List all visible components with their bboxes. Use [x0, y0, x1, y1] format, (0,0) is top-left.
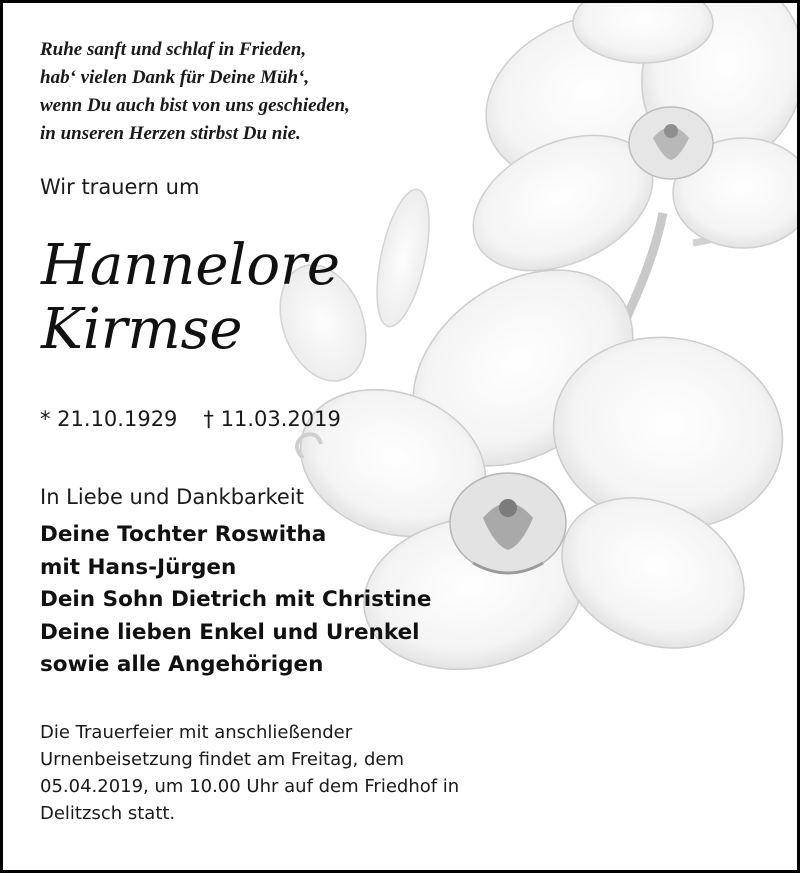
deceased-first-name: Hannelore — [41, 233, 341, 298]
mourner-line: Dein Sohn Dietrich mit Christine — [40, 587, 432, 612]
funeral-line: Die Trauerfeier mit anschließender — [40, 722, 353, 743]
funeral-line: Urnenbeisetzung findet am Freitag, dem — [40, 749, 404, 770]
poem-line: Ruhe sanft und schlaf in Frieden, — [40, 39, 307, 60]
deceased-name — [41, 234, 340, 362]
mourner-line: mit Hans-Jürgen — [40, 554, 237, 580]
funeral-line: 05.04.2019, um 10.00 Uhr auf dem Friedhof in — [40, 776, 460, 797]
deceased-last-name: Kirmse — [41, 297, 243, 362]
funeral-notice — [40, 719, 560, 827]
mourners-list — [40, 519, 431, 682]
mourner-line: sowie alle Angehörigen — [40, 652, 324, 677]
poem-line: wenn Du auch bist von uns geschieden, — [40, 95, 350, 116]
birth-date: * 21.10.1929 — [40, 407, 178, 431]
signature-intro: In Liebe und Dankbarkeit — [40, 485, 304, 509]
mourner-line: Deine lieben Enkel und Urenkel — [40, 619, 420, 645]
poem-line: in unseren Herzen stirbst Du nie. — [40, 123, 301, 144]
life-dates — [40, 407, 341, 431]
death-date: † 11.03.2019 — [203, 407, 341, 431]
poem-line: hab‘ vielen Dank für Deine Müh‘, — [40, 67, 310, 88]
funeral-line: Delitzsch statt. — [40, 803, 176, 824]
mourning-intro: Wir trauern um — [40, 175, 200, 199]
mourner-line: Deine Tochter Roswitha — [40, 522, 327, 547]
memorial-poem — [40, 36, 350, 148]
